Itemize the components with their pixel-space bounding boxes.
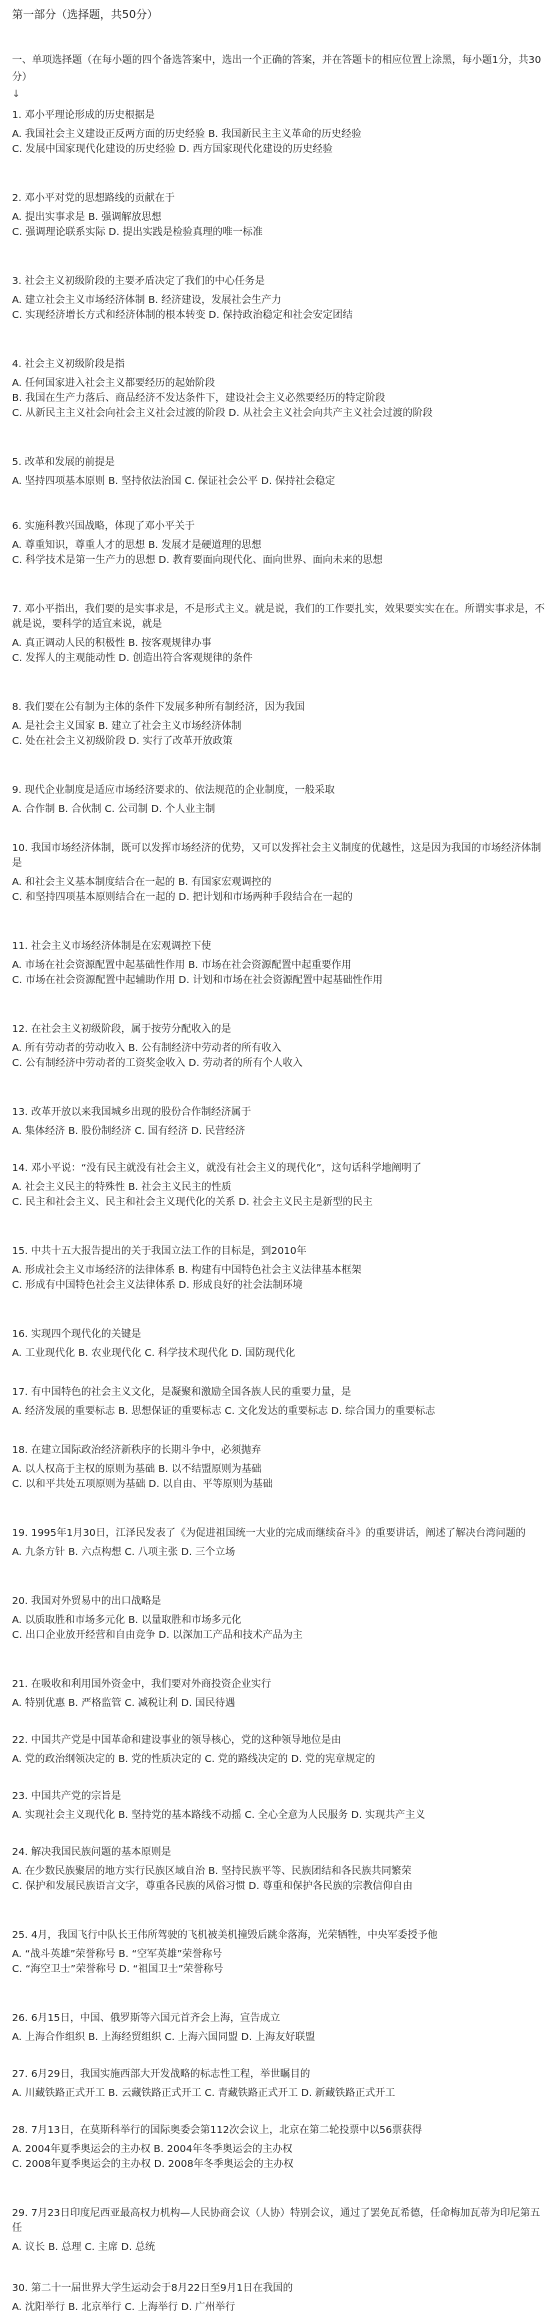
option-line: A. 和社会主义基本制度结合在一起的 B. 有国家宏观调控的: [12, 877, 272, 888]
option-line: A. 市场在社会资源配置中起基础性作用 B. 市场在社会资源配置中起重要作用: [12, 960, 352, 971]
option-line: A. 沈阳举行 B. 北京举行 C. 上海举行 D. 广州举行: [12, 2302, 236, 2313]
option-line: C. 从新民主主义社会向社会主义社会过渡的阶段 D. 从社会主义社会向共产主义社会过渡的阶段: [12, 408, 433, 419]
question-item: [12, 1789, 550, 1823]
option-line: A. 合作制 B. 合伙制 C. 公司制 D. 个人业主制: [12, 804, 216, 815]
question-stem: 16. 实现四个现代化的关键是: [12, 1329, 142, 1340]
question-item: [12, 783, 550, 817]
down-arrow-icon: ↓: [12, 89, 21, 100]
option-line: C. 科学技术是第一生产力的思想 D. 教育要面向现代化、面向世界、面向未来的思想: [12, 555, 383, 566]
question-stem: 14. 邓小平说：“没有民主就没有社会主义，就没有社会主义的现代化”，这句话科学地阐明了: [12, 1163, 422, 1174]
question-item: [12, 1526, 550, 1560]
option-line: C. 民主和社会主义、民主和社会主义现代化的关系 D. 社会主义民主是新型的民主: [12, 1197, 373, 1208]
question-item: [12, 700, 550, 749]
question-stem: 24. 解决我国民族问题的基本原则是: [12, 1847, 172, 1858]
question-item: [12, 841, 550, 905]
question-item: [12, 2206, 550, 2255]
option-line: A. 提出实事求是 B. 强调解放思想: [12, 212, 162, 223]
option-line: C. 和坚持四项基本原则结合在一起的 D. 把计划和市场两种手段结合在一起的: [12, 892, 353, 903]
option-line: A. 党的政治纲领决定的 B. 党的性质决定的 C. 党的路线决定的 D. 党的宪章规定的: [12, 1754, 376, 1765]
question-item: [12, 191, 550, 240]
question-stem: 15. 中共十五大报告提出的关于我国立法工作的目标是，到2010年: [12, 1246, 307, 1257]
option-line: A. 我国社会主义建设正反两方面的历史经验 B. 我国新民主主义革命的历史经验: [12, 129, 362, 140]
question-stem: 11. 社会主义市场经济体制是在宏观调控下使: [12, 941, 212, 952]
option-line: C. “海空卫士”荣誉称号 D. “祖国卫士”荣誉称号: [12, 1964, 224, 1975]
option-line: A. 集体经济 B. 股份制经济 C. 国有经济 D. 民营经济: [12, 1126, 246, 1137]
question-item: [12, 1928, 550, 1977]
question-stem: 21. 在吸收和利用国外资金中，我们要对外商投资企业实行: [12, 1679, 272, 1690]
question-item: [12, 2281, 550, 2315]
question-stem: 3. 社会主义初级阶段的主要矛盾决定了我们的中心任务是: [12, 276, 265, 287]
question-item: [12, 357, 550, 421]
option-line: A. 尊重知识，尊重人才的思想 B. 发展才是硬道理的思想: [12, 540, 262, 551]
option-line: C. 以和平共处五项原则为基础 D. 以自由、平等原则为基础: [12, 1479, 273, 1490]
question-item: [12, 1443, 550, 1492]
option-line: C. 形成有中国特色社会主义法律体系 D. 形成良好的社会法制环境: [12, 1280, 303, 1291]
question-stem: 5. 改革和发展的前提是: [12, 457, 115, 468]
question-item: [12, 2011, 550, 2045]
option-line: A. 在少数民族聚居的地方实行民族区域自治 B. 坚持民族平等、民族团结和各民族共同繁荣: [12, 1866, 412, 1877]
question-stem: 29. 7月23日印度尼西亚最高权力机构—人民协商会议（人协）特别会议，通过了罢免瓦希德，任命梅加瓦蒂为印尼第五任: [12, 2208, 541, 2234]
question-stem: 23. 中国共产党的宗旨是: [12, 1791, 122, 1802]
question-stem: 28. 7月13日，在莫斯科举行的国际奥委会第112次会议上，北京在第二轮投票中以56票获得: [12, 2125, 422, 2136]
option-line: A. 任何国家进入社会主义都要经历的起始阶段: [12, 378, 216, 389]
question-stem: 10. 我国市场经济体制，既可以发挥市场经济的优势，又可以发挥社会主义制度的优越性，这是因为我国的市场经济体制是: [12, 843, 542, 869]
option-line: C. 市场在社会资源配置中起辅助作用 D. 计划和市场在社会资源配置中起基础性作用: [12, 975, 383, 986]
question-stem: 7. 邓小平指出，我们要的是实事求是，不是形式主义。就是说，我们的工作要扎实，效果要实实在在。所谓实事求是，不就是说，要科学的适宜来说，就是: [12, 604, 545, 630]
question-stem: 9. 现代企业制度是适应市场经济要求的、依法规范的企业制度，一般采取: [12, 785, 335, 796]
option-line: B. 我国在生产力落后、商品经济不发达条件下，建设社会主义必然要经历的特定阶段: [12, 393, 386, 404]
option-line: C. 强调理论联系实际 D. 提出实践是检验真理的唯一标准: [12, 227, 263, 238]
question-stem: 27. 6月29日，我国实施西部大开发战略的标志性工程，举世瞩目的: [12, 2069, 311, 2080]
option-line: A. 形成社会主义市场经济的法律体系 B. 构建有中国特色社会主义法律基本框架: [12, 1265, 362, 1276]
option-line: A. 议长 B. 总理 C. 主席 D. 总统: [12, 2242, 156, 2253]
option-line: C. 实现经济增长方式和经济体制的根本转变 D. 保持政治稳定和社会安定团结: [12, 310, 353, 321]
question-stem: 4. 社会主义初级阶段是指: [12, 359, 125, 370]
question-item: [12, 519, 550, 568]
option-line: A. 所有劳动者的劳动收入 B. 公有制经济中劳动者的所有收入: [12, 1043, 282, 1054]
option-line: A. 以人权高于主权的原则为基础 B. 以不结盟原则为基础: [12, 1464, 262, 1475]
option-line: A. 是社会主义国家 B. 建立了社会主义市场经济体制: [12, 721, 242, 732]
question-item: [12, 108, 550, 157]
option-line: A. 坚持四项基本原则 B. 坚持依法治国 C. 保证社会公平 D. 保持社会稳定: [12, 476, 336, 487]
option-line: A. 真正调动人民的积极性 B. 按客观规律办事: [12, 638, 212, 649]
question-item: [12, 2123, 550, 2172]
option-line: A. “战斗英雄”荣誉称号 B. “空军英雄”荣誉称号: [12, 1949, 223, 1960]
question-item: [12, 1594, 550, 1643]
question-stem: 1. 邓小平理论形成的历史根据是: [12, 110, 155, 121]
question-item: [12, 2067, 550, 2101]
option-line: C. 2008年夏季奥运会的主办权 D. 2008年冬季奥运会的主办权: [12, 2159, 294, 2170]
question-stem: 22. 中国共产党是中国革命和建设事业的领导核心，党的这种领导地位是由: [12, 1735, 342, 1746]
section-instructions: 一、单项选择题（在每小题的四个备选答案中，选出一个正确的答案，并在答题卡的相应位置上涂黑，每小题1分，共30分）: [12, 55, 542, 83]
question-item: [12, 1733, 550, 1767]
option-line: C. 发展中国家现代化建设的历史经验 D. 西方国家现代化建设的历史经验: [12, 144, 333, 155]
option-line: A. 特别优惠 B. 严格监管 C. 减税让利 D. 国民待遇: [12, 1698, 236, 1709]
question-item: [12, 455, 550, 489]
question-item: [12, 1022, 550, 1071]
question-stem: 12. 在社会主义初级阶段，属于按劳分配收入的是: [12, 1024, 232, 1035]
question-item: [12, 1327, 550, 1361]
option-line: A. 川藏铁路正式开工 B. 云藏铁路正式开工 C. 青藏铁路正式开工 D. 新藏铁路正式开工: [12, 2088, 396, 2099]
question-stem: 17. 有中国特色的社会主义文化，是凝聚和激励全国各族人民的重要力量，是: [12, 1387, 352, 1398]
option-line: A. 上海合作组织 B. 上海经贸组织 C. 上海六国同盟 D. 上海友好联盟: [12, 2032, 316, 2043]
question-list: [12, 108, 550, 2315]
option-line: C. 保护和发展民族语言文字，尊重各民族的风俗习惯 D. 尊重和保护各民族的宗教信仰自由: [12, 1881, 413, 1892]
question-stem: 30. 第二十一届世界大学生运动会于8月22日至9月1日在我国的: [12, 2283, 293, 2294]
option-line: A. 建立社会主义市场经济体制 B. 经济建设，发展社会生产力: [12, 295, 282, 306]
question-stem: 19. 1995年1月30日，江泽民发表了《为促进祖国统一大业的完成而继续奋斗》的重要讲话，阐述了解决台湾问题的: [12, 1528, 526, 1539]
option-line: A. 以质取胜和市场多元化 B. 以量取胜和市场多元化: [12, 1615, 242, 1626]
question-item: [12, 1105, 550, 1139]
question-stem: 18. 在建立国际政治经济新秩序的长期斗争中，必须抛弃: [12, 1445, 262, 1456]
option-line: C. 发挥人的主观能动性 D. 创造出符合客观规律的条件: [12, 653, 253, 664]
question-stem: 2. 邓小平对党的思想路线的贡献在于: [12, 193, 175, 204]
option-line: A. 经济发展的重要标志 B. 思想保证的重要标志 C. 文化发达的重要标志 D. 综合国力的重要标志: [12, 1406, 436, 1417]
option-line: C. 出口企业放开经营和自由竞争 D. 以深加工产品和技术产品为主: [12, 1630, 303, 1641]
option-line: A. 工业现代化 B. 农业现代化 C. 科学技术现代化 D. 国防现代化: [12, 1348, 296, 1359]
question-stem: 26. 6月15日，中国、俄罗斯等六国元首齐会上海，宣告成立: [12, 2013, 281, 2024]
question-item: [12, 1845, 550, 1894]
question-stem: 8. 我们要在公有制为主体的条件下发展多种所有制经济，因为我国: [12, 702, 305, 713]
question-item: [12, 602, 550, 666]
question-stem: 13. 改革开放以来我国城乡出现的股份合作制经济属于: [12, 1107, 252, 1118]
question-stem: 6. 实施科教兴国战略，体现了邓小平关于: [12, 521, 195, 532]
option-line: A. 实现社会主义现代化 B. 坚持党的基本路线不动摇 C. 全心全意为人民服务 D. 实现共产主义: [12, 1810, 426, 1821]
option-line: A. 2004年夏季奥运会的主办权 B. 2004年冬季奥运会的主办权: [12, 2144, 293, 2155]
question-item: [12, 1385, 550, 1419]
part-title: 第一部分（选择题，共50分）: [12, 8, 158, 21]
question-item: [12, 939, 550, 988]
question-stem: 20. 我国对外贸易中的出口战略是: [12, 1596, 162, 1607]
question-item: [12, 1244, 550, 1293]
option-line: C. 公有制经济中劳动者的工资奖金收入 D. 劳动者的所有个人收入: [12, 1058, 303, 1069]
option-line: C. 处在社会主义初级阶段 D. 实行了改革开放政策: [12, 736, 233, 747]
option-line: A. 九条方针 B. 六点构想 C. 八项主张 D. 三个立场: [12, 1547, 236, 1558]
option-line: A. 社会主义民主的特殊性 B. 社会主义民主的性质: [12, 1182, 232, 1193]
question-item: [12, 274, 550, 323]
question-item: [12, 1677, 550, 1711]
question-stem: 25. 4月，我国飞行中队长王伟所驾驶的飞机被美机撞毁后跳伞落海，光荣牺牲，中央军委授予他: [12, 1930, 438, 1941]
question-item: [12, 1161, 550, 1210]
